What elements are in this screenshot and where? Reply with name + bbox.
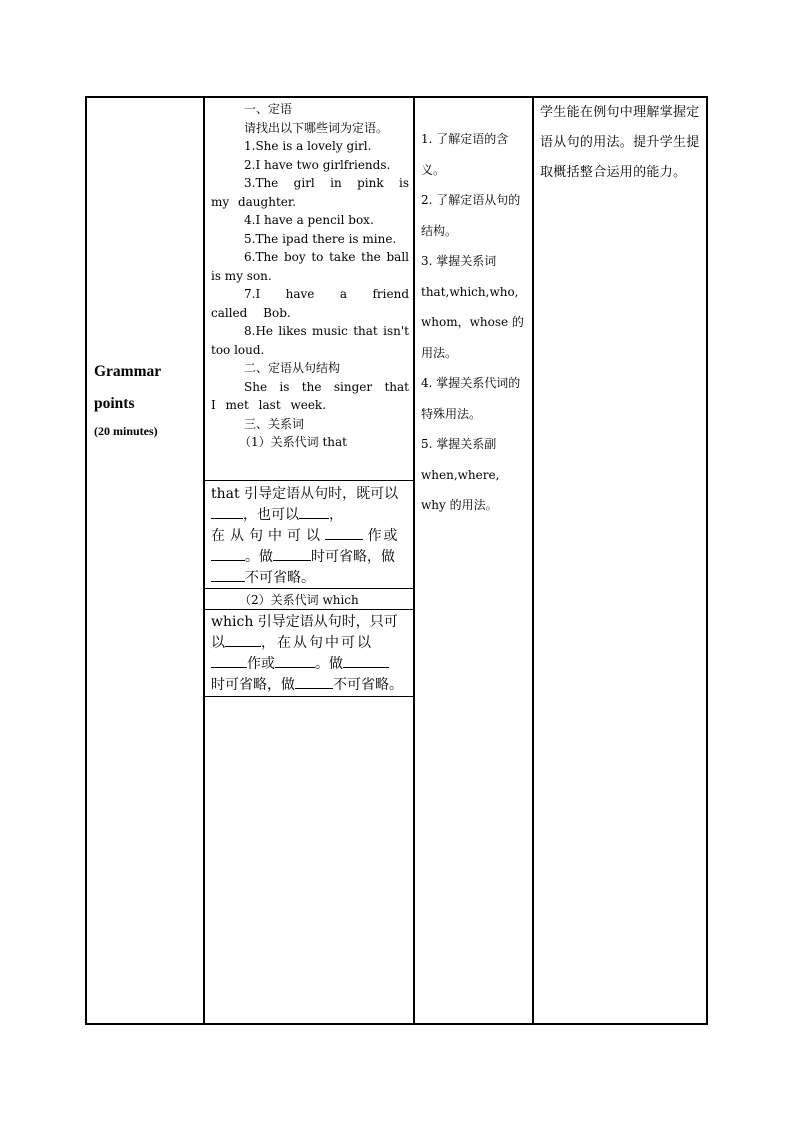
example-sentence: 8.He likes music that isn't too loud. — [211, 324, 409, 357]
purpose-text: 学生能在例句中理解掌握定语从句的用法。提升学生提取概括整合运用的能力。 — [540, 105, 700, 180]
blank-line[interactable] — [273, 548, 311, 561]
example-sentence: 4.I have a pencil box. — [244, 213, 374, 227]
part2-heading: 二、定语从句结构 — [244, 361, 341, 375]
objective-item: 5. 掌握关系副 when,where, why 的用法。 — [421, 437, 500, 512]
blank-line[interactable] — [299, 506, 329, 519]
blank-line[interactable] — [211, 569, 245, 582]
that-fill-text: that 引导定语从句时，既可以，也可以 ， 在从句中可以 作或 。做 时可省略，做 不可省略。 — [211, 486, 400, 586]
section-duration: (20 minutes) — [94, 424, 158, 438]
blank-line[interactable] — [211, 506, 243, 519]
objective-item: 3. 掌握关系词 that,which,who, whom，whose 的用法。 — [421, 254, 524, 360]
which-fill-text: which 引导定语从句时，只可以 ，在从句中可以 作或 。做 时可省略，做 不可省略。 — [211, 614, 403, 693]
example-sentence: 1.She is a lovely girl. — [244, 139, 372, 153]
which-heading-block — [211, 591, 409, 610]
objective-item: 2. 了解定语从句的结构。 — [421, 193, 521, 238]
objectives-list — [421, 124, 527, 521]
blank-line[interactable] — [275, 655, 315, 668]
example-sentence: 6.The boy to take the ball is my son. — [211, 250, 409, 283]
section-label-cell — [87, 98, 203, 1023]
blank-line[interactable] — [325, 527, 363, 540]
objectives-cell — [415, 98, 532, 1023]
that-fill-block — [211, 484, 409, 589]
part2-example: She is the singer that I met last week. — [211, 379, 409, 412]
example-sentence: 3.The girl in pink is my daughter. — [211, 176, 409, 209]
row-divider — [205, 696, 413, 697]
which-heading: （2）关系代词 which — [239, 593, 359, 607]
purpose-cell — [534, 98, 706, 1023]
blank-line[interactable] — [343, 655, 389, 668]
row-divider — [205, 588, 413, 589]
blank-line[interactable] — [211, 655, 247, 668]
which-fill-block — [211, 612, 409, 696]
objective-item: 1. 了解定语的含义。 — [421, 132, 509, 177]
blank-line[interactable] — [225, 634, 261, 647]
objective-item: 4. 掌握关系代词的特殊用法。 — [421, 376, 521, 421]
part3-heading: 三、关系词 — [244, 416, 305, 431]
that-heading: （1）关系代词 that — [239, 435, 347, 449]
content-block-main — [211, 100, 409, 452]
section-title: Grammar points — [94, 363, 161, 412]
lesson-plan-table — [85, 96, 708, 1025]
blank-line[interactable] — [211, 548, 245, 561]
row-divider — [205, 609, 413, 610]
example-sentence: 5.The ipad there is mine. — [244, 231, 397, 246]
part1-heading: 一、定语 — [244, 102, 293, 116]
part1-instruction: 请找出以下哪些词为定语。 — [244, 120, 389, 135]
blank-line[interactable] — [295, 676, 333, 689]
row-divider — [205, 480, 413, 481]
example-sentence: 7.I have a friend called Bob. — [211, 287, 409, 320]
section-label — [94, 356, 199, 439]
example-sentence: 2.I have two girlfriends. — [244, 157, 391, 172]
content-cell — [205, 98, 413, 1023]
